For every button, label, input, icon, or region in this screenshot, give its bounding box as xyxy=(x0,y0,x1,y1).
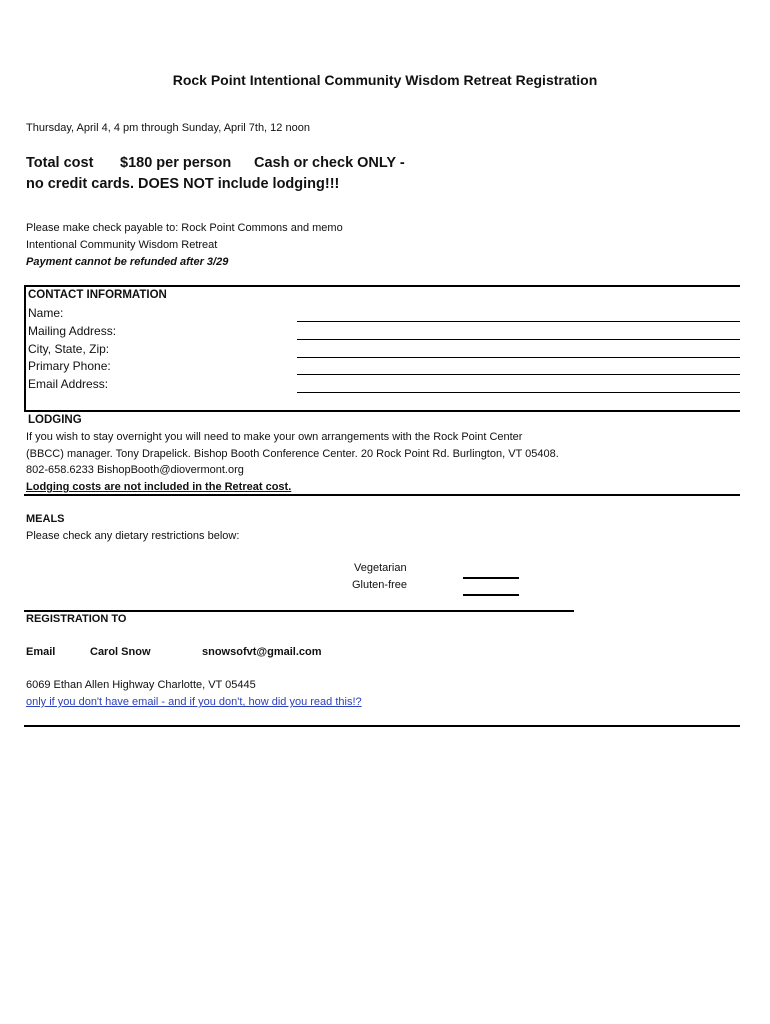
contact-top-rule xyxy=(24,285,740,287)
meals-instruction: Please check any dietary restrictions below: xyxy=(26,530,240,542)
city-state-zip-field[interactable] xyxy=(297,357,740,358)
payment-note: Cash or check ONLY - xyxy=(254,155,405,171)
registration-address: 6069 Ethan Allen Highway Charlotte, VT 05445 xyxy=(26,679,256,691)
vegetarian-label: Vegetarian xyxy=(354,562,407,574)
page-title: Rock Point Intentional Community Wisdom Retreat Registration xyxy=(172,72,598,88)
primary-phone-label: Primary Phone: xyxy=(28,359,111,373)
vegetarian-check-field[interactable] xyxy=(463,577,519,579)
city-state-zip-label: City, State, Zip: xyxy=(28,342,110,356)
registration-top-rule xyxy=(24,610,574,612)
registration-method: Email xyxy=(26,646,56,658)
registration-contact-name: Carol Snow xyxy=(90,646,151,658)
lodging-cost-note: Lodging costs are not included in the Retreat cost. xyxy=(26,481,292,493)
cost-label: Total cost xyxy=(26,155,94,171)
registration-heading: REGISTRATION TO xyxy=(26,613,127,625)
cost-price: $180 per person xyxy=(120,155,232,171)
payment-note-continued: no credit cards. DOES NOT include lodging!!! xyxy=(26,176,340,192)
name-label: Name: xyxy=(28,306,64,320)
event-dates: Thursday, April 4, 4 pm through Sunday, April 7th, 12 noon xyxy=(26,122,310,134)
primary-phone-field[interactable] xyxy=(297,374,740,375)
mailing-address-field[interactable] xyxy=(297,339,740,340)
name-field[interactable] xyxy=(297,321,740,322)
mail-note-link[interactable]: only if you don't have email - and if you don't, how did you read this!? xyxy=(26,696,362,708)
contact-left-rule xyxy=(24,285,26,412)
lodging-heading: LODGING xyxy=(28,414,82,426)
check-payable-text: Please make check payable to: Rock Point Commons and memo xyxy=(26,222,343,234)
lodging-top-rule xyxy=(24,410,740,412)
registration-bottom-rule xyxy=(24,725,740,727)
email-address-label: Email Address: xyxy=(28,377,109,391)
gluten-free-check-field[interactable] xyxy=(463,594,519,596)
registration-email: snowsofvt@gmail.com xyxy=(202,646,322,658)
lodging-contact: 802-658.6233 BishopBooth@diovermont.org xyxy=(26,464,244,476)
check-memo-text: Intentional Community Wisdom Retreat xyxy=(26,239,218,251)
meals-heading: MEALS xyxy=(26,513,65,525)
lodging-text-2: (BBCC) manager. Tony Drapelick. Bishop Booth Conference Center. 20 Rock Point Rd. Burlington, VT 05408. xyxy=(26,448,559,460)
gluten-free-label: Gluten-free xyxy=(352,579,408,591)
lodging-bottom-rule xyxy=(24,494,740,496)
email-address-field[interactable] xyxy=(297,392,740,393)
mailing-address-label: Mailing Address: xyxy=(28,324,117,338)
contact-heading: CONTACT INFORMATION xyxy=(28,289,167,301)
refund-policy: Payment cannot be refunded after 3/29 xyxy=(26,256,229,268)
lodging-text-1: If you wish to stay overnight you will need to make your own arrangements with the Rock Point Center xyxy=(26,431,523,443)
